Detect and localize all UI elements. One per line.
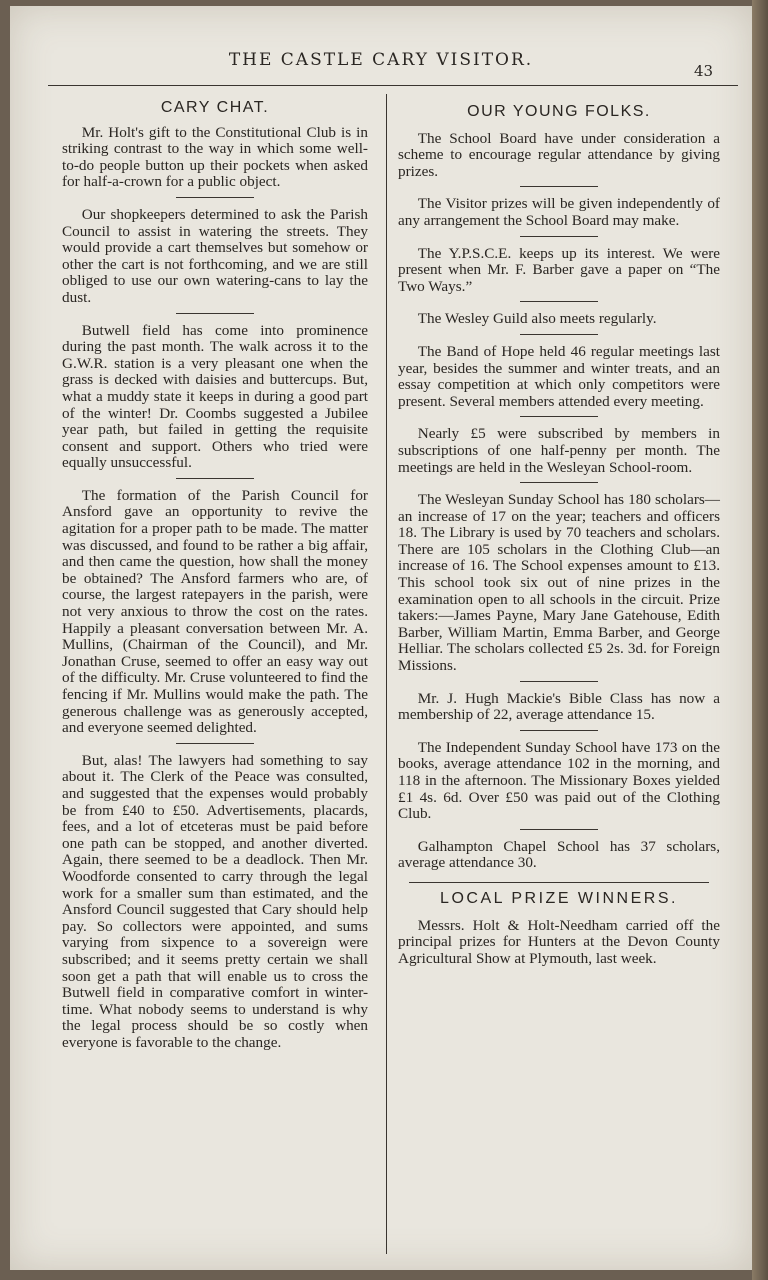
section-rule	[409, 882, 709, 883]
article-paragraph: Nearly £5 were subscribed by members in subscriptions of one half-penny per month. The meetings are held in the Wesleyan School-room.	[398, 425, 720, 476]
separator	[520, 416, 598, 417]
separator	[176, 197, 254, 198]
page-number: 43	[694, 62, 714, 80]
separator	[176, 313, 254, 314]
article-paragraph: The Wesleyan Sunday School has 180 scholars—an increase of 17 on the year; teachers and officers 18. The Library is used by 70 teachers and scholars. There are 105 scholars in the Clothing Club—an increase of 16. The School expenses amount to £13. This school took six out of nine prizes in the examination open to all schools in the circuit. Prize takers:—James Payne, Mary Jane Gatehouse, Edith Barber, William Martin, Emma Barber, and George Helliar. The scholars collected £5 2s. 3d. for Foreign Missions.	[398, 491, 720, 675]
article-paragraph: Our shopkeepers determined to ask the Parish Council to assist in watering the streets. They would provide a cart themselves but somehow or other the cart is not forthcoming, and we are still obliged to use our own watering-cans to lay the dust.	[62, 205, 368, 306]
article-paragraph: Messrs. Holt & Holt-Needham carried off the principal prizes for Hunters at the Devon County Agricultural Show at Plymouth, last week.	[398, 916, 720, 967]
separator	[520, 236, 598, 237]
article-paragraph: The Visitor prizes will be given independently of any arrangement the School Board may make.	[398, 195, 720, 229]
article-paragraph: The Y.P.S.C.E. keeps up its interest. We were present when Mr. F. Barber gave a paper on “The Two Ways.”	[398, 244, 720, 295]
separator	[520, 186, 598, 187]
separator	[520, 730, 598, 731]
column-divider	[386, 94, 387, 1254]
left-column	[62, 96, 368, 1051]
separator	[520, 301, 598, 302]
separator	[176, 478, 254, 479]
separator	[176, 743, 254, 744]
section-title-young-folks: OUR YOUNG FOLKS.	[467, 103, 651, 120]
article-paragraph: The formation of the Parish Council for Ansford gave an opportunity to revive the agitation for a proper path to be made. The matter was discussed, and found to be rather a big affair, and then came the question, how shall the money be obtained? The Ansford farmers who are, of course, the largest ratepayers in the parish, were not very anxious to throw the cost on the rates. Happily a pleasant conversation between Mr. A. Mullins, (Chairman of the Council), and Mr. Jonathan Cruse, seemed to offer an easy way out of the difficulty. Mr. Cruse volunteered to find the fencing if Mr. Mullins would make the path. The generous challenge was as generously accepted, and everyone seemed delighted.	[62, 486, 368, 737]
right-column	[398, 96, 720, 967]
newspaper-page	[10, 6, 752, 1270]
article-paragraph: Butwell field has come into prominence during the past month. The walk across it to the G.W.R. station is a very pleasant one when the grass is decked with daisies and buttercups. But, what a muddy state it keeps in during a good part of the winter! Dr. Coombs suggested a Jubilee year path, but failed in getting the requisite consent and support. Others who tried were equally unsuccessful.	[62, 321, 368, 472]
separator	[520, 829, 598, 830]
page-edge	[752, 0, 768, 1280]
article-paragraph: Mr. Holt's gift to the Constitutional Club is in striking contrast to the way in which some well-to-do people button up their pockets when asked for half-a-crown for a public object.	[62, 123, 368, 191]
article-paragraph: The School Board have under consideration a scheme to encourage regular attendance by giving prizes.	[398, 129, 720, 180]
section-title-cary-chat: CARY CHAT.	[160, 99, 270, 116]
masthead-title: THE CASTLE CARY VISITOR.	[228, 50, 534, 70]
article-paragraph: The Independent Sunday School have 173 on the books, average attendance 102 in the morning, and 118 in the afternoon. The Missionary Boxes yielded £1 4s. 6d. Over £50 was paid out of the Clothing Club.	[398, 738, 720, 823]
header-rule	[48, 85, 738, 86]
section-title-local-prize-winners: LOCAL PRIZE WINNERS.	[440, 889, 678, 907]
article-paragraph: Mr. J. Hugh Mackie's Bible Class has now a membership of 22, average attendance 15.	[398, 689, 720, 724]
article-paragraph: But, alas! The lawyers had something to say about it. The Clerk of the Peace was consulted, and suggested that the expenses would probably be from £40 to £50. Advertisements, placards, fees, and a lot of etceteras must be paid before one path can be stopped, and another diverted. Again, there seemed to be a deadlock. Then Mr. Woodforde consented to carry through the legal work for a smaller sum than estimated, and the Ansford Council suggested that Cary should help pay. So collectors were appointed, and sums varying from sixpence to a sovereign were subscribed; and it seems pretty certain we shall soon get a path that will enable us to cross the Butwell field in comparative comfort in winter-time. What nobody seems to understand is why the legal process should be so costly when everyone is favorable to the change.	[62, 751, 368, 1051]
separator	[520, 681, 598, 682]
article-paragraph: The Band of Hope held 46 regular meetings last year, besides the summer and winter treats, and an essay competition at which only competitors were present. Several members attended every meeting.	[398, 342, 720, 410]
separator	[520, 482, 598, 483]
separator	[520, 334, 598, 335]
article-paragraph: Galhampton Chapel School has 37 scholars, average attendance 30.	[398, 837, 720, 872]
article-paragraph: The Wesley Guild also meets regularly.	[417, 310, 657, 328]
